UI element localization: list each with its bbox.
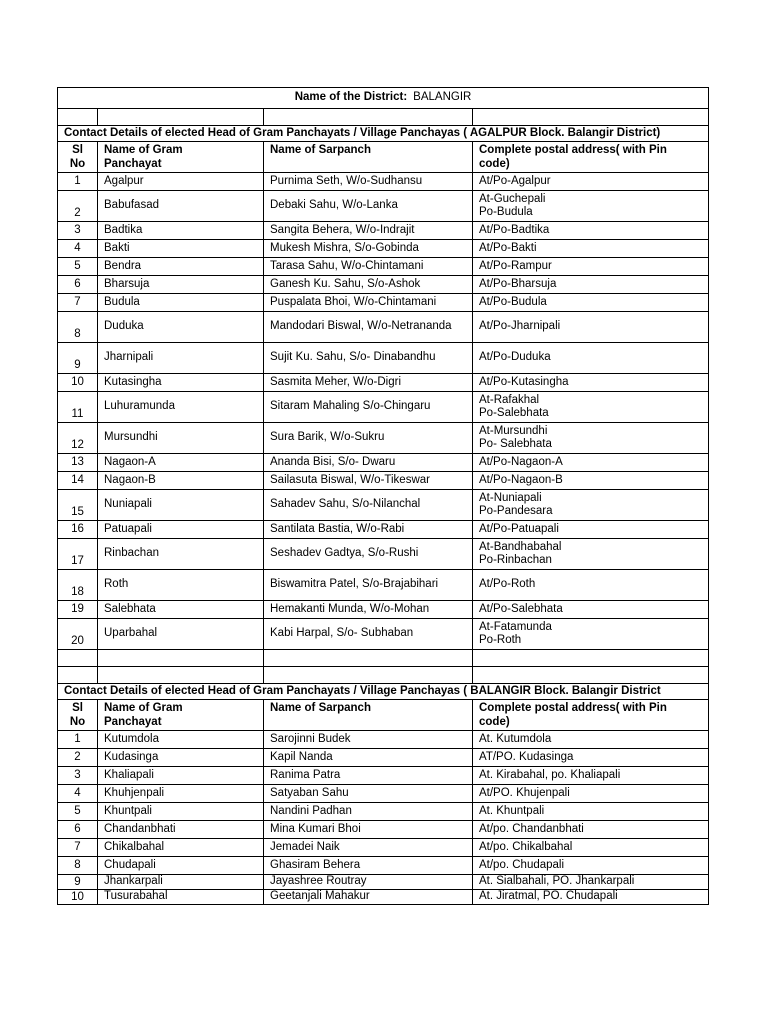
table-row	[58, 821, 709, 839]
gram-panchayat-cell: Budula	[98, 294, 264, 312]
postal-address-line: At. Sialbahali, PO. Jhankarpali	[479, 875, 635, 888]
sl-no-cell: 10	[58, 374, 98, 392]
postal-address-line: At/Po-Agalpur	[479, 174, 551, 187]
gram-panchayat-cell: Duduka	[98, 312, 264, 343]
sl-no-cell: 15	[58, 490, 98, 521]
sarpanch-cell: Satyaban Sahu	[264, 785, 473, 803]
sarpanch-cell: Geetanjali Mahakur	[264, 890, 473, 905]
gram-panchayat-cell: Babufasad	[98, 191, 264, 222]
table-row	[58, 521, 709, 539]
postal-address-line: At/Po-Nagaon-A	[479, 455, 563, 468]
header-sl-no-text: No	[69, 716, 86, 728]
table-row	[58, 839, 709, 857]
gram-panchayat-cell: Tusurabahal	[98, 890, 264, 905]
sl-no-cell: 12	[58, 423, 98, 454]
table-row	[58, 857, 709, 875]
sl-no-cell: 8	[58, 312, 98, 343]
sl-no-cell: 11	[58, 392, 98, 423]
table-row	[58, 374, 709, 392]
column-header-row	[58, 142, 709, 173]
gram-panchayat-cell: Khuntpali	[98, 803, 264, 821]
postal-address-line: At-Fatamunda	[479, 620, 552, 633]
sarpanch-cell: Sangita Behera, W/o-Indrajit	[264, 222, 473, 240]
table-row	[58, 392, 709, 423]
postal-address-line: At/Po-Kutasingha	[479, 375, 569, 388]
header-postal-address-text: code)	[479, 158, 510, 170]
sarpanch-cell: Santilata Bastia, W/o-Rabi	[264, 521, 473, 539]
table-row	[58, 191, 709, 222]
sarpanch-cell: Mina Kumari Bhoi	[264, 821, 473, 839]
gram-panchayat-cell: Bakti	[98, 240, 264, 258]
gram-panchayat-cell: Chudapali	[98, 857, 264, 875]
postal-address-line: At/PO. Khujenpali	[479, 786, 570, 799]
sl-no-cell: 2	[58, 191, 98, 222]
postal-address-cell	[473, 374, 709, 392]
table-row	[58, 472, 709, 490]
postal-address-cell	[473, 521, 709, 539]
postal-address-line: At/Po-Patuapali	[479, 522, 559, 535]
header-gram-panchayat	[98, 700, 264, 731]
sl-no-cell: 3	[58, 222, 98, 240]
postal-address-cell	[473, 276, 709, 294]
sarpanch-cell: Sura Barik, W/o-Sukru	[264, 423, 473, 454]
table-row	[58, 312, 709, 343]
sl-no-cell: 18	[58, 570, 98, 601]
sarpanch-cell: Purnima Seth, W/o-Sudhansu	[264, 173, 473, 191]
sl-no-cell: 19	[58, 601, 98, 619]
gram-panchayat-cell: Khuhjenpali	[98, 785, 264, 803]
gram-panchayat-cell: Roth	[98, 570, 264, 601]
postal-address-line: At-Rafakhal	[479, 393, 540, 406]
sarpanch-cell: Mandodari Biswal, W/o-Netrananda	[264, 312, 473, 343]
postal-address-cell	[473, 857, 709, 875]
sarpanch-cell: Mukesh Mishra, S/o-Gobinda	[264, 240, 473, 258]
sarpanch-cell: Ghasiram Behera	[264, 857, 473, 875]
gram-panchayat-cell: Kutasingha	[98, 374, 264, 392]
header-sarpanch	[264, 142, 473, 173]
sarpanch-cell: Debaki Sahu, W/o-Lanka	[264, 191, 473, 222]
header-postal-address	[473, 700, 709, 731]
postal-address-cell	[473, 619, 709, 650]
postal-address-cell	[473, 423, 709, 454]
sl-no-cell: 3	[58, 767, 98, 785]
postal-address-line: At/po. Chikalbahal	[479, 840, 573, 853]
sl-no-cell: 20	[58, 619, 98, 650]
sarpanch-cell: Nandini Padhan	[264, 803, 473, 821]
postal-address-line: At-Bandhabahal	[479, 540, 562, 553]
section-title-row	[58, 684, 709, 700]
gram-panchayat-cell: Salebhata	[98, 601, 264, 619]
gram-panchayat-cell: Nagaon-A	[98, 454, 264, 472]
column-header-row	[58, 700, 709, 731]
sarpanch-cell: Ranima Patra	[264, 767, 473, 785]
sl-no-cell: 5	[58, 258, 98, 276]
postal-address-cell	[473, 343, 709, 374]
gram-panchayat-cell: Luhuramunda	[98, 392, 264, 423]
district-title	[58, 88, 709, 109]
postal-address-line: Po-Pandesara	[479, 505, 553, 517]
postal-address-line: Po-Rinbachan	[479, 554, 552, 566]
postal-address-cell	[473, 173, 709, 191]
gram-panchayat-cell: Kudasinga	[98, 749, 264, 767]
postal-address-cell	[473, 767, 709, 785]
table-row	[58, 803, 709, 821]
gram-panchayat-cell: Badtika	[98, 222, 264, 240]
header-gram-panchayat-text: Panchayat	[104, 716, 162, 728]
postal-address-line: AT/PO. Kudasinga	[479, 750, 574, 763]
document-page	[57, 87, 708, 905]
table-row	[58, 173, 709, 191]
table-row	[58, 619, 709, 650]
header-sl-no	[58, 700, 98, 731]
section-title: Contact Details of elected Head of Gram Panchayats / Village Panchayas ( BALANGIR Block. Balangir District	[58, 684, 709, 700]
gram-panchayat-cell: Rinbachan	[98, 539, 264, 570]
gram-panchayat-cell: Mursundhi	[98, 423, 264, 454]
postal-address-line: At/Po-Budula	[479, 295, 547, 308]
header-sarpanch	[264, 700, 473, 731]
table-row	[58, 490, 709, 521]
postal-address-line: At/Po-Rampur	[479, 259, 552, 272]
sarpanch-cell: Sasmita Meher, W/o-Digri	[264, 374, 473, 392]
header-postal-address-text: code)	[479, 716, 510, 728]
postal-address-cell	[473, 312, 709, 343]
district-label: Name of the District:	[294, 91, 408, 104]
table-row	[58, 570, 709, 601]
sl-no-cell: 16	[58, 521, 98, 539]
sl-no-cell: 1	[58, 173, 98, 191]
table-row	[58, 539, 709, 570]
postal-address-cell	[473, 570, 709, 601]
gram-panchayat-cell: Uparbahal	[98, 619, 264, 650]
postal-address-line: At/Po-Badtika	[479, 223, 550, 236]
header-sarpanch-text: Name of Sarpanch	[270, 702, 371, 714]
postal-address-line: At/Po-Roth	[479, 578, 536, 591]
postal-address-cell	[473, 454, 709, 472]
postal-address-line: Po-Salebhata	[479, 407, 549, 419]
gram-panchayat-cell: Khaliapali	[98, 767, 264, 785]
sl-no-cell: 7	[58, 294, 98, 312]
table-row	[58, 294, 709, 312]
table-row	[58, 276, 709, 294]
sarpanch-cell: Sailasuta Biswal, W/o-Tikeswar	[264, 472, 473, 490]
sl-no-cell: 13	[58, 454, 98, 472]
postal-address-line: Po-Budula	[479, 206, 533, 218]
postal-address-cell	[473, 490, 709, 521]
postal-address-line: At/po. Chudapali	[479, 858, 565, 871]
table-row	[58, 890, 709, 905]
gram-panchayat-cell: Kutumdola	[98, 731, 264, 749]
postal-address-line: At/Po-Salebhata	[479, 602, 563, 615]
postal-address-cell	[473, 803, 709, 821]
postal-address-line: At-Nuniapali	[479, 491, 542, 504]
postal-address-cell	[473, 749, 709, 767]
postal-address-cell	[473, 839, 709, 857]
sarpanch-cell: Tarasa Sahu, W/o-Chintamani	[264, 258, 473, 276]
header-postal-address-text: Complete postal address( with Pin	[479, 144, 667, 156]
table-row	[58, 343, 709, 374]
sl-no-cell: 9	[58, 343, 98, 374]
header-gram-panchayat-text: Name of Gram	[104, 144, 183, 156]
table-row	[58, 785, 709, 803]
postal-address-line: At. Jiratmal, PO. Chudapali	[479, 890, 618, 903]
postal-address-line: At. Khuntpali	[479, 804, 545, 817]
header-sl-no	[58, 142, 98, 173]
postal-address-line: Po-Roth	[479, 634, 522, 646]
postal-address-line: At/Po-Bakti	[479, 241, 537, 254]
table-row	[58, 454, 709, 472]
sl-no-cell: 2	[58, 749, 98, 767]
postal-address-line: At/Po-Duduka	[479, 351, 551, 364]
postal-address-line: At-Guchepali	[479, 192, 546, 205]
sl-no-cell: 4	[58, 240, 98, 258]
sarpanch-cell: Seshadev Gadtya, S/o-Rushi	[264, 539, 473, 570]
postal-address-cell	[473, 258, 709, 276]
sarpanch-cell: Sujit Ku. Sahu, S/o- Dinabandhu	[264, 343, 473, 374]
postal-address-cell	[473, 392, 709, 423]
table-row	[58, 749, 709, 767]
sarpanch-cell: Sarojinni Budek	[264, 731, 473, 749]
gram-panchayat-cell: Chandanbhati	[98, 821, 264, 839]
gram-panchayat-cell: Chikalbahal	[98, 839, 264, 857]
postal-address-cell	[473, 821, 709, 839]
sl-no-cell: 17	[58, 539, 98, 570]
header-sl-no-text: Sl	[72, 702, 83, 714]
postal-address-cell	[473, 890, 709, 905]
sarpanch-cell: Ananda Bisi, S/o- Dwaru	[264, 454, 473, 472]
table-row	[58, 222, 709, 240]
header-sl-no-text: No	[69, 158, 86, 170]
header-gram-panchayat-text: Panchayat	[104, 158, 162, 170]
postal-address-line: Po- Salebhata	[479, 438, 552, 450]
postal-address-line: At/po. Chandanbhati	[479, 822, 584, 835]
sl-no-cell: 7	[58, 839, 98, 857]
sarpanch-cell: Kabi Harpal, S/o- Subhaban	[264, 619, 473, 650]
gram-panchayat-cell: Patuapali	[98, 521, 264, 539]
postal-address-line: At-Mursundhi	[479, 424, 548, 437]
postal-address-cell	[473, 785, 709, 803]
gram-panchayat-cell: Bharsuja	[98, 276, 264, 294]
gram-panchayat-cell: Jhankarpali	[98, 875, 264, 890]
sarpanch-cell: Sitaram Mahaling S/o-Chingaru	[264, 392, 473, 423]
postal-address-cell	[473, 191, 709, 222]
postal-address-line: At. Kirabahal, po. Khaliapali	[479, 768, 621, 781]
sl-no-cell: 5	[58, 803, 98, 821]
postal-address-cell	[473, 601, 709, 619]
sarpanch-cell: Sahadev Sahu, S/o-Nilanchal	[264, 490, 473, 521]
sl-no-cell: 8	[58, 857, 98, 875]
sarpanch-cell: Biswamitra Patel, S/o-Brajabihari	[264, 570, 473, 601]
sarpanch-cell: Puspalata Bhoi, W/o-Chintamani	[264, 294, 473, 312]
postal-address-line: At/Po-Bharsuja	[479, 277, 557, 290]
table-row	[58, 731, 709, 749]
postal-address-cell	[473, 472, 709, 490]
sl-no-cell: 10	[58, 890, 98, 905]
table-row	[58, 767, 709, 785]
gram-panchayat-cell: Nuniapali	[98, 490, 264, 521]
gram-panchayat-cell: Jharnipali	[98, 343, 264, 374]
header-postal-address	[473, 142, 709, 173]
table-row	[58, 875, 709, 890]
empty-row	[58, 650, 709, 667]
sl-no-cell: 6	[58, 821, 98, 839]
sarpanch-cell: Hemakanti Munda, W/o-Mohan	[264, 601, 473, 619]
section-title: Contact Details of elected Head of Gram Panchayats / Village Panchayas ( AGALPUR Block. Balangir District)	[58, 126, 709, 142]
postal-address-line: At. Kutumdola	[479, 732, 552, 745]
gram-panchayat-cell: Agalpur	[98, 173, 264, 191]
postal-address-cell	[473, 875, 709, 890]
postal-address-line: At/Po-Nagaon-B	[479, 473, 563, 486]
empty-row	[58, 109, 709, 126]
sarpanch-cell: Ganesh Ku. Sahu, S/o-Ashok	[264, 276, 473, 294]
sl-no-cell: 6	[58, 276, 98, 294]
district-name: BALANGIR	[413, 91, 472, 104]
gram-panchayat-cell: Nagaon-B	[98, 472, 264, 490]
sl-no-cell: 4	[58, 785, 98, 803]
header-gram-panchayat	[98, 142, 264, 173]
table-row	[58, 601, 709, 619]
postal-address-cell	[473, 240, 709, 258]
postal-address-cell	[473, 222, 709, 240]
gram-panchayat-cell: Bendra	[98, 258, 264, 276]
sarpanch-cell: Kapil Nanda	[264, 749, 473, 767]
table-row	[58, 423, 709, 454]
section-title-row	[58, 126, 709, 142]
postal-address-cell	[473, 731, 709, 749]
district-title-row	[58, 88, 709, 109]
gram-panchayat-table	[57, 87, 709, 905]
sl-no-cell: 9	[58, 875, 98, 890]
empty-row	[58, 667, 709, 684]
sarpanch-cell: Jayashree Routray	[264, 875, 473, 890]
postal-address-line: At/Po-Jharnipali	[479, 320, 561, 333]
header-gram-panchayat-text: Name of Gram	[104, 702, 183, 714]
postal-address-cell	[473, 539, 709, 570]
header-sl-no-text: Sl	[72, 144, 83, 156]
header-postal-address-text: Complete postal address( with Pin	[479, 702, 667, 714]
table-row	[58, 240, 709, 258]
sl-no-cell: 14	[58, 472, 98, 490]
header-sarpanch-text: Name of Sarpanch	[270, 144, 371, 156]
sarpanch-cell: Jemadei Naik	[264, 839, 473, 857]
postal-address-cell	[473, 294, 709, 312]
sl-no-cell: 1	[58, 731, 98, 749]
table-row	[58, 258, 709, 276]
